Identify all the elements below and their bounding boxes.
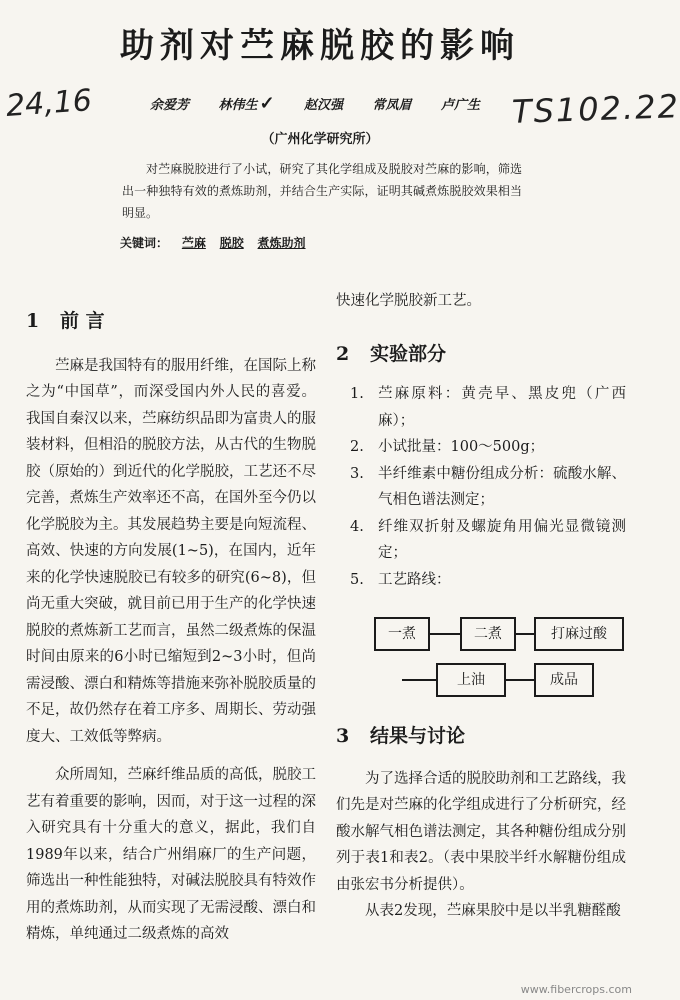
handwritten-note-left: 24,16 xyxy=(4,83,94,124)
paragraph: 众所周知，苎麻纤维品质的高低，脱胶工艺有着重要的影响，因而，对于这一过程的深入研究具有十分重大的意义，据此，我们自1989年以来，结合广州绢麻厂的生产问题，筛选出一种性能独特，对碱法脱胶具有特效作用的煮炼助剂，从而实现了无需浸酸、漂白和精炼，单纯通过二级煮炼的高效 xyxy=(26,767,316,942)
list-item xyxy=(336,514,626,567)
author-name: 常凤眉 xyxy=(372,98,412,113)
item-number: 2. xyxy=(350,439,364,455)
author-name-text: 林伟生 xyxy=(218,98,258,113)
section-number: 1 xyxy=(26,310,40,332)
list-item xyxy=(336,461,626,514)
watermark: www.fibercrops.com xyxy=(520,983,632,996)
list-item xyxy=(336,434,626,461)
flow-connector xyxy=(504,679,534,681)
flow-connector xyxy=(514,633,534,635)
item-text: 纤维双折射及螺旋角用偏光显微镜测定； xyxy=(378,518,626,561)
keywords-line xyxy=(120,234,520,251)
author-name: 卢广生 xyxy=(440,98,480,113)
author-name: 赵汉强 xyxy=(304,98,344,113)
item-text: 工艺路线： xyxy=(378,571,451,588)
experiment-list xyxy=(336,381,626,593)
handwritten-classification: TS102.22 xyxy=(511,87,680,131)
section-1-heading xyxy=(26,308,316,335)
flow-step-4: 上油 xyxy=(436,663,506,697)
item-number: 1. xyxy=(350,386,364,402)
abstract: 对苎麻脱胶进行了小试，研究了其化学组成及脱胶对苎麻的影响，筛选出一种独特有效的煮炼助剂，并结合生产实际，证明其碱煮炼脱胶效果相当明显。 xyxy=(122,162,522,220)
section-number: 3 xyxy=(336,725,350,747)
section-2-heading xyxy=(336,341,626,368)
left-column xyxy=(26,308,316,948)
flow-step-3: 打麻过酸 xyxy=(534,617,624,651)
process-flow-diagram xyxy=(336,599,626,709)
section-title: 实验部分 xyxy=(370,342,447,365)
check-mark-icon: ✓ xyxy=(259,93,275,114)
list-item xyxy=(336,567,626,594)
list-item xyxy=(336,381,626,434)
author-name xyxy=(218,94,274,113)
author-list xyxy=(150,94,480,113)
flow-step-2: 二煮 xyxy=(460,617,516,651)
flow-connector xyxy=(428,633,460,635)
section-title: 结果与讨论 xyxy=(370,725,466,747)
flow-step-1: 一煮 xyxy=(374,617,430,651)
paragraph: 为了选择合适的脱胶助剂和工艺路线，我们先是对苎麻的化学组成进行了分析研究，经酸水解气相色谱法测定，其各种糖份组成分别列于表1和表2。（表中果胶半纤水解糖份组成由张宏书分析提供）。 xyxy=(336,770,626,893)
keyword: 苎麻 xyxy=(181,236,206,250)
right-column xyxy=(336,288,626,925)
affiliation: （广州化学研究所） xyxy=(261,132,379,147)
item-number: 5. xyxy=(350,571,364,588)
section-number: 2 xyxy=(336,342,350,365)
item-number: 3. xyxy=(350,465,364,482)
paragraph: 从表2发现，苎麻果胶中是以半乳糖醛酸 xyxy=(365,903,621,919)
author-name: 余爱芳 xyxy=(150,98,190,113)
section-title: 前 言 xyxy=(60,310,105,332)
item-number: 4. xyxy=(350,518,364,535)
keyword: 脱胶 xyxy=(219,236,244,250)
paper-title: 助剂对苎麻脱胶的影响 xyxy=(120,26,520,66)
section-3-heading xyxy=(336,723,626,750)
item-text: 苎麻原料：黄壳早、黑皮兜（广西麻）； xyxy=(378,386,626,429)
continued-text: 快速化学脱胶新工艺。 xyxy=(336,293,481,309)
flow-connector xyxy=(402,679,436,681)
paragraph: 苎麻是我国特有的服用纤维，在国际上称之为“中国草”，而深受国内外人民的喜爱。我国自秦汉以来，苎麻纺织品即为富贵人的服装材料，但相沿的脱胶方法，从古代的生物脱胶（原始的）到近代的化学脱胶，工艺还不尽完善，煮炼生产效率还不高，在国外至今仍以化学脱胶为主。其发展趋势主要是向短流程、高效、快速的方向发展(1~5)，在国内，近年来的化学快速脱胶已有较多的研究(6~8)，但尚无重大突破，就目前已用于生产的化学快速脱胶的煮炼新工艺而言，虽然二级煮炼的保温时间由原来的6小时已缩短到2~3小时，但尚需浸酸、漂白和精炼等措施来弥补脱胶质量的不足，故仍然存在着工序多、周期长、劳动强度大、工效低等弊病。 xyxy=(26,357,316,745)
flow-step-5: 成品 xyxy=(534,663,594,697)
item-text: 小试批量：100～500g； xyxy=(378,439,545,455)
keywords-label: 关键词： xyxy=(120,236,169,250)
keyword: 煮炼助剂 xyxy=(257,236,306,250)
item-text: 半纤维素中糖份组成分析：硫酸水解、气相色谱法测定； xyxy=(378,465,626,508)
